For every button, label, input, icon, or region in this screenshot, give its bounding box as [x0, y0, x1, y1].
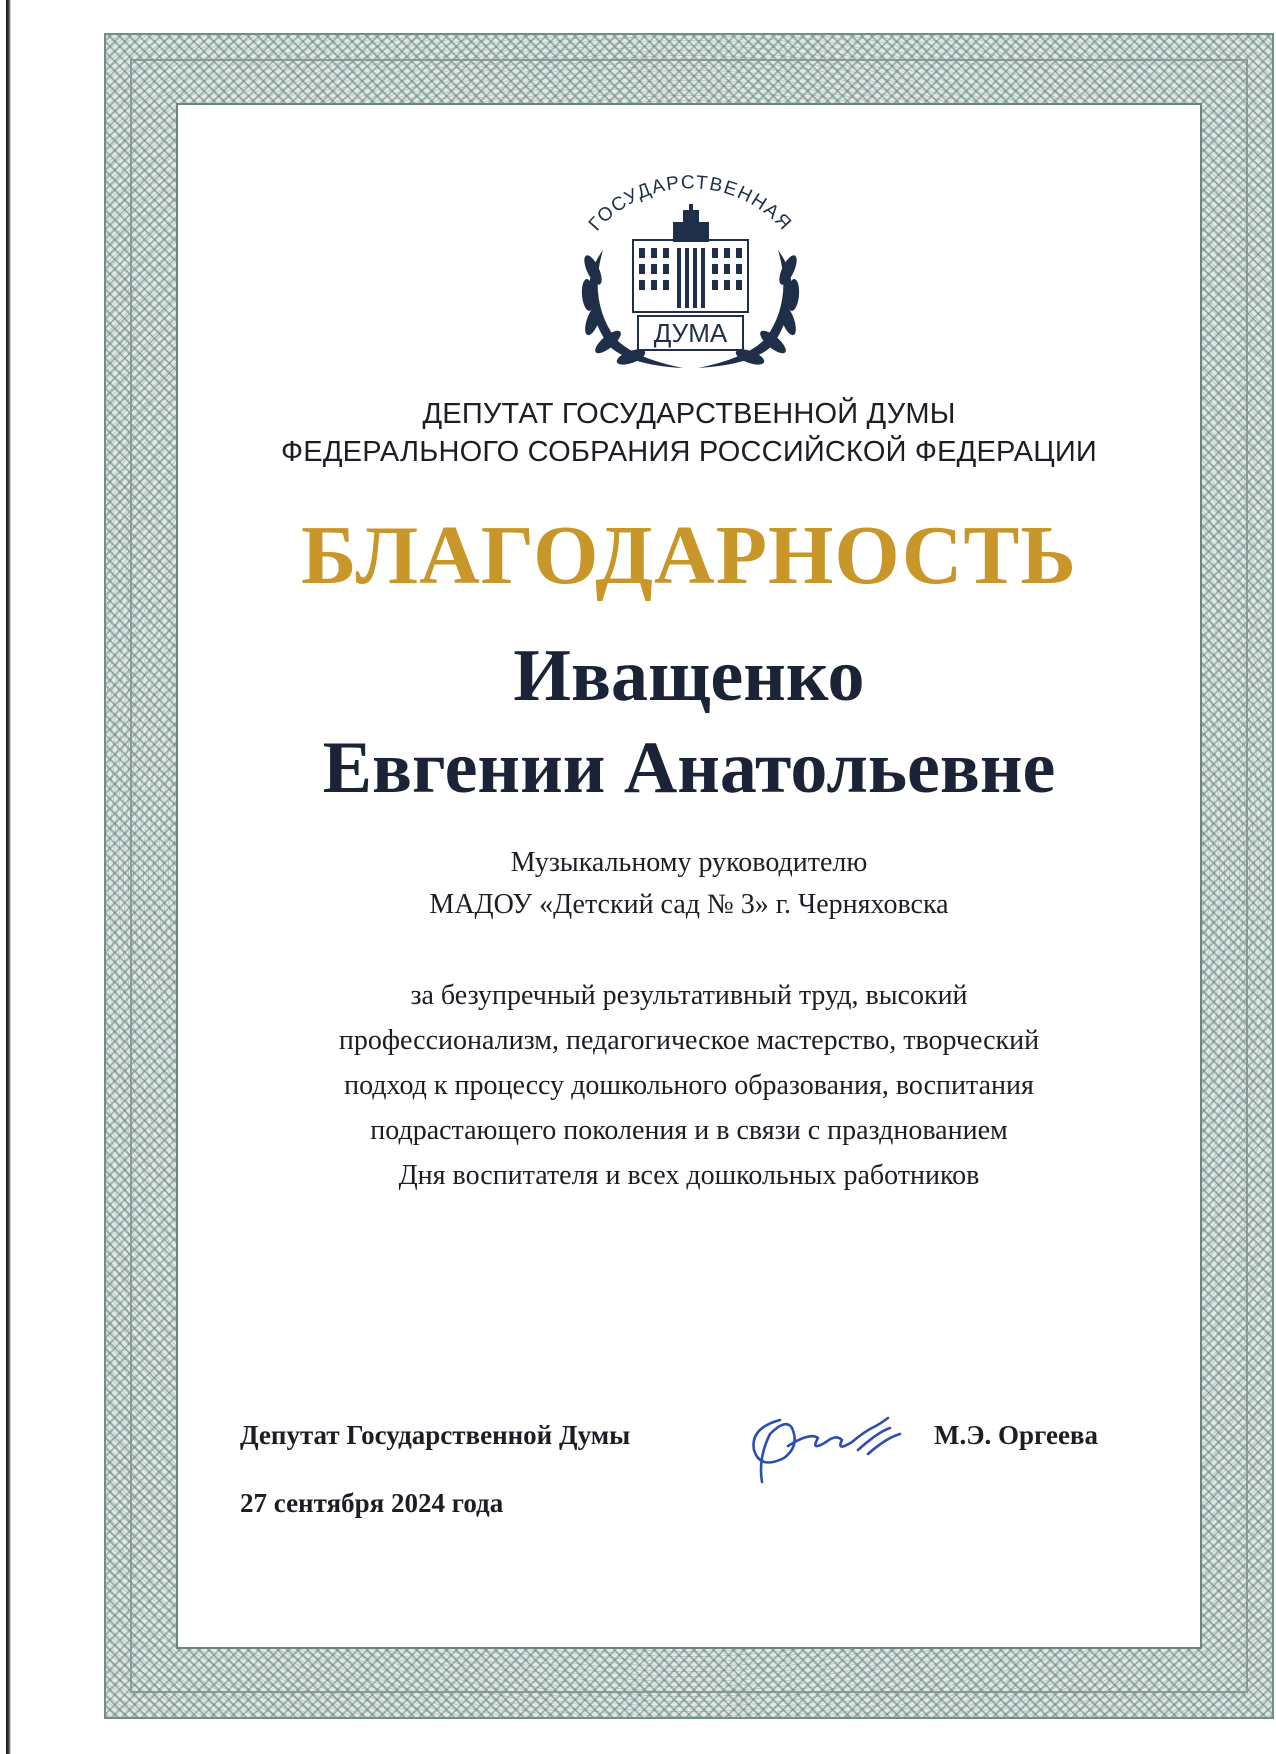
- emblem-arc-text: ГОСУДАРСТВЕННАЯ: [585, 172, 796, 236]
- reason-line-2: профессионализм, педагогическое мастерство, творческий: [338, 1025, 1040, 1056]
- issue-date: 27 сентября 2024 года: [240, 1488, 504, 1518]
- reason-line-5: Дня воспитателя и всех дошкольных работников: [398, 1160, 980, 1191]
- recipient-given-names: Евгении Анатольевне: [322, 727, 1056, 809]
- award-reason: [176, 973, 1202, 1198]
- recipient-name: [176, 630, 1202, 814]
- recipient-surname: Иващенко: [513, 635, 865, 717]
- recipient-position: [176, 842, 1202, 926]
- reason-line-1: за безупречный результативный труд, высокий: [410, 980, 968, 1011]
- duma-building-icon: [633, 204, 748, 312]
- state-duma-emblem: [533, 170, 848, 370]
- position-line-2: МАДОУ «Детский сад № 3» г. Черняховска: [429, 889, 949, 920]
- document-title: БЛАГОДАРНОСТЬ: [301, 509, 1077, 602]
- reason-line-4: подрастающего поколения и в связи с празднованием: [370, 1115, 1008, 1146]
- issuer-header-line-2: ФЕДЕРАЛЬНОГО СОБРАНИЯ РОССИЙСКОЙ ФЕДЕРАЦИИ: [281, 436, 1097, 468]
- reason-line-3: подход к процессу дошкольного образования, воспитания: [344, 1070, 1034, 1101]
- handwritten-signature: [740, 1398, 910, 1488]
- signatory-name: М.Э. Оргеева: [934, 1420, 1099, 1450]
- issuer-header-line-1: ДЕПУТАТ ГОСУДАРСТВЕННОЙ ДУМЫ: [422, 398, 956, 430]
- issuer-header: [176, 395, 1202, 471]
- scan-edge: [6, 0, 11, 1754]
- emblem-banner-text: ДУМА: [653, 318, 728, 348]
- position-line-1: Музыкальному руководителю: [510, 847, 868, 878]
- signatory-title: Депутат Государственной Думы: [240, 1420, 631, 1450]
